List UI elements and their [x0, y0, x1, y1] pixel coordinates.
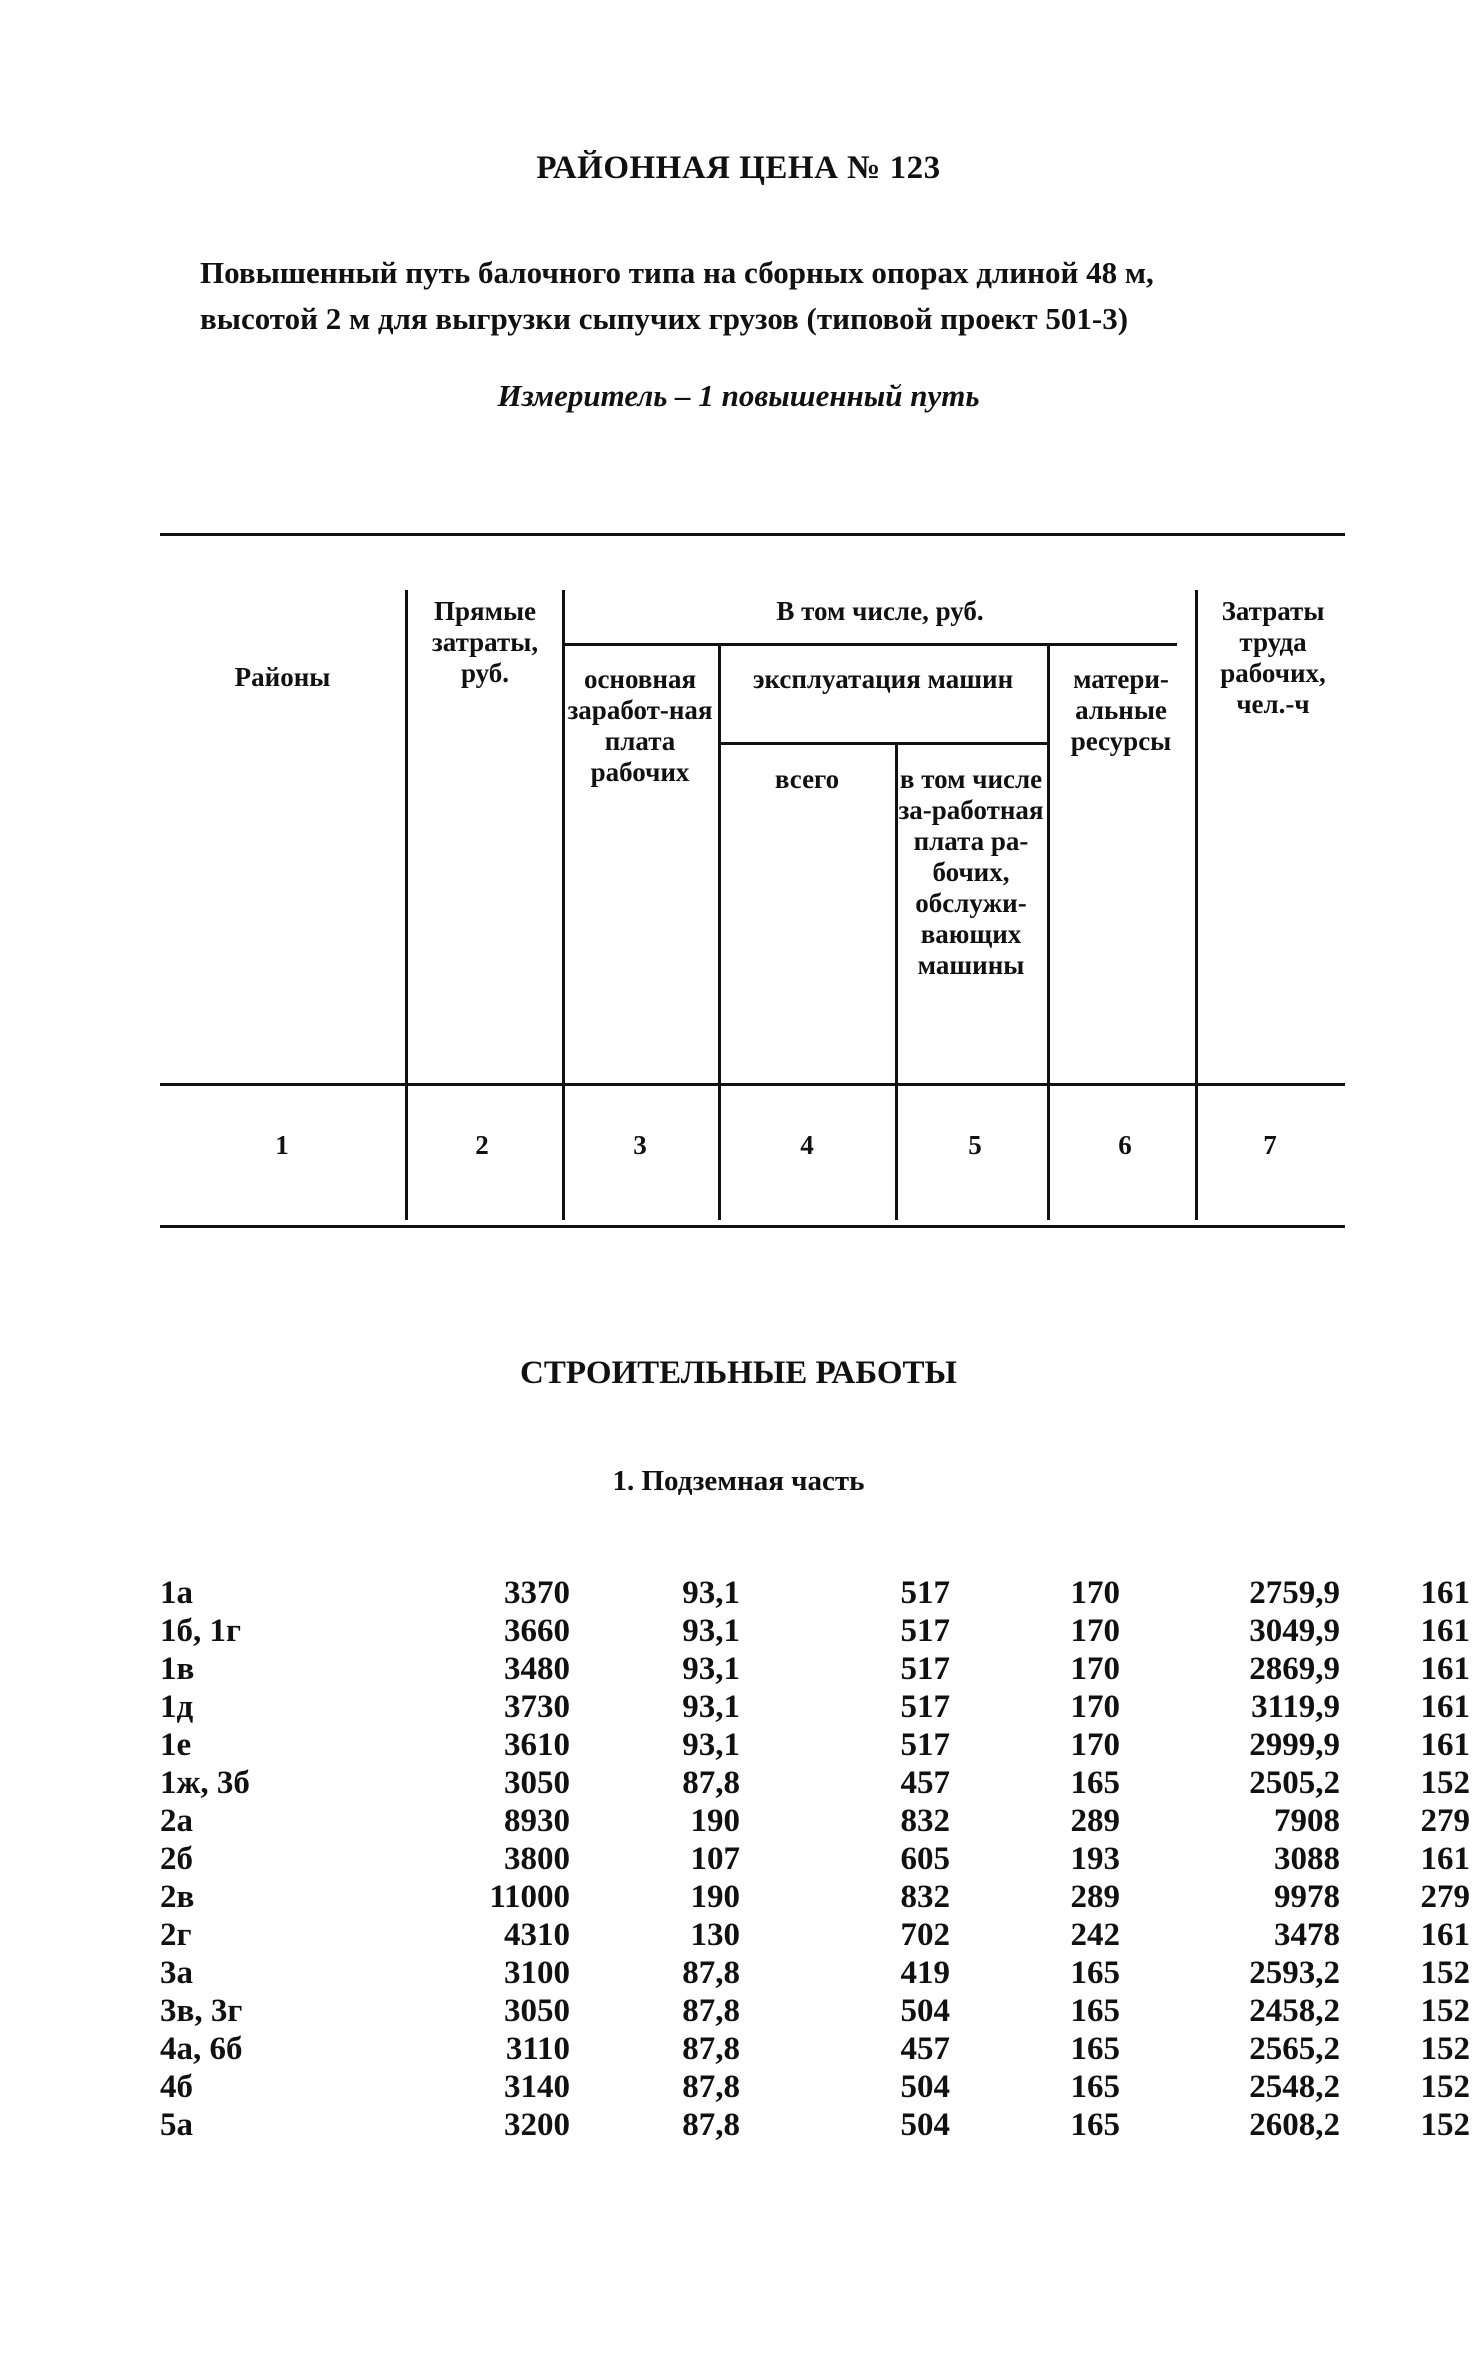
table-cell: 152: [1420, 1993, 1470, 2029]
table-cell: 2б: [160, 1841, 193, 1877]
table-cell: 832: [900, 1879, 950, 1915]
table-cell: 1а: [160, 1575, 193, 1611]
table-cell: 93,1: [682, 1727, 740, 1763]
table-cell: 152: [1420, 2031, 1470, 2067]
table-cell: 161: [1420, 1651, 1470, 1687]
table-cell: 517: [900, 1727, 950, 1763]
header-machine-operation: эксплуатация машин: [752, 664, 1014, 694]
table-cell: 3050: [504, 1765, 570, 1801]
table-cell: 3730: [504, 1689, 570, 1725]
table-row: [160, 2107, 1470, 2145]
table-cell: 1в: [160, 1651, 195, 1687]
table-cell: 1е: [160, 1727, 192, 1763]
table-cell: 504: [900, 2069, 950, 2105]
table-cell: 702: [900, 1917, 950, 1953]
table-cell: 289: [1070, 1803, 1120, 1839]
subtitle: [200, 250, 1300, 342]
table-cell: 152: [1420, 1765, 1470, 1801]
table-cell: 87,8: [682, 1993, 740, 2029]
table-cell: 1ж, 3б: [160, 1765, 250, 1801]
table-cell: 2869,9: [1249, 1651, 1340, 1687]
header-machines-total: всего: [774, 764, 840, 794]
measure-unit: Измеритель – 1 повышенный путь: [497, 378, 980, 413]
table-row: [160, 1917, 1470, 1955]
table-cell: 93,1: [682, 1651, 740, 1687]
table-cell: 165: [1070, 2069, 1120, 2105]
table-cell: 93,1: [682, 1689, 740, 1725]
table-cell: 93,1: [682, 1575, 740, 1611]
table-cell: 152: [1420, 2069, 1470, 2105]
table-cell: 161: [1420, 1841, 1470, 1877]
table-cell: 3110: [505, 2031, 570, 2067]
header-materials: матери-альные ресурсы: [1070, 664, 1172, 756]
table-cell: 165: [1070, 1955, 1120, 1991]
table-cell: 3050: [504, 1993, 570, 2029]
table-cell: 87,8: [682, 1955, 740, 1991]
table-cell: 152: [1420, 1955, 1470, 1991]
table-cell: 161: [1420, 1727, 1470, 1763]
header-base-wages: основная заработ-ная плата рабочих: [567, 664, 713, 787]
table-cell: 165: [1070, 2107, 1120, 2143]
column-number-5: 5: [968, 1130, 982, 1160]
table-cell: 2в: [160, 1879, 195, 1915]
table-cell: 190: [690, 1879, 740, 1915]
table-cell: 3088: [1274, 1841, 1340, 1877]
table-cell: 2458,2: [1249, 1993, 1340, 2029]
table-row: [160, 1841, 1470, 1879]
table-cell: 9978: [1274, 1879, 1340, 1915]
group-rule: [562, 643, 1177, 646]
machines-rule: [720, 742, 1050, 745]
table-cell: 3140: [504, 2069, 570, 2105]
table-cell: 517: [900, 1689, 950, 1725]
table-cell: 93,1: [682, 1613, 740, 1649]
table-cell: 165: [1070, 2031, 1120, 2067]
header-districts: Районы: [234, 662, 331, 692]
table-cell: 3119,9: [1251, 1689, 1340, 1725]
table-row: [160, 1955, 1470, 1993]
column-number-3: 3: [633, 1130, 647, 1160]
table-cell: 1б, 1г: [160, 1613, 241, 1649]
table-cell: 279: [1420, 1879, 1470, 1915]
header-direct-costs: Прямые затраты, руб.: [431, 596, 539, 688]
table-cell: 3370: [504, 1575, 570, 1611]
table-row: [160, 1727, 1470, 1765]
table-cell: 170: [1070, 1575, 1120, 1611]
table-row: [160, 1765, 1470, 1803]
table-cell: 87,8: [682, 2107, 740, 2143]
table-cell: 87,8: [682, 2031, 740, 2067]
subsection-title: 1. Подземная часть: [612, 1465, 865, 1497]
column-number-4: 4: [800, 1130, 814, 1160]
vrule-1: [405, 590, 408, 1220]
table-cell: 2548,2: [1249, 2069, 1340, 2105]
table-row: [160, 1993, 1470, 2031]
table-cell: 242: [1070, 1917, 1120, 1953]
table-cell: 3100: [504, 1955, 570, 1991]
table-cell: 161: [1420, 1689, 1470, 1725]
table-cell: 4310: [504, 1917, 570, 1953]
numbers-bottom-rule: [160, 1225, 1345, 1228]
table-cell: 2999,9: [1249, 1727, 1340, 1763]
table-cell: 3800: [504, 1841, 570, 1877]
table-cell: 2565,2: [1249, 2031, 1340, 2067]
table-cell: 5а: [160, 2107, 193, 2143]
table-cell: 8930: [504, 1803, 570, 1839]
table-cell: 3660: [504, 1613, 570, 1649]
table-cell: 279: [1420, 1803, 1470, 1839]
table-cell: 170: [1070, 1727, 1120, 1763]
table-cell: 3478: [1274, 1917, 1340, 1953]
table-cell: 161: [1420, 1613, 1470, 1649]
table-cell: 161: [1420, 1917, 1470, 1953]
table-row: [160, 2069, 1470, 2107]
table-cell: 605: [900, 1841, 950, 1877]
table-cell: 7908: [1274, 1803, 1340, 1839]
table-cell: 4б: [160, 2069, 193, 2105]
table-cell: 517: [900, 1613, 950, 1649]
table-top-rule: [160, 533, 1345, 536]
table-cell: 832: [900, 1803, 950, 1839]
data-table: [160, 1575, 1470, 2145]
table-cell: 2759,9: [1249, 1575, 1340, 1611]
table-cell: 504: [900, 2107, 950, 2143]
column-number-1: 1: [275, 1130, 289, 1160]
column-number-6: 6: [1118, 1130, 1132, 1160]
page-title: РАЙОННАЯ ЦЕНА № 123: [536, 150, 941, 186]
subtitle-line-2: высотой 2 м для выгрузки сыпучих грузов (типовой проект 501-3): [200, 301, 1129, 336]
table-cell: 1д: [160, 1689, 194, 1725]
table-row: [160, 1803, 1470, 1841]
table-cell: 3480: [504, 1651, 570, 1687]
table-cell: 504: [900, 1993, 950, 2029]
table-cell: 289: [1070, 1879, 1120, 1915]
vrule-3: [718, 643, 721, 1220]
table-cell: 107: [690, 1841, 740, 1877]
table-cell: 3а: [160, 1955, 193, 1991]
section-title: СТРОИТЕЛЬНЫЕ РАБОТЫ: [520, 1355, 957, 1391]
table-cell: 419: [900, 1955, 950, 1991]
table-cell: 165: [1070, 1993, 1120, 2029]
table-row: [160, 1575, 1470, 1613]
table-cell: 2593,2: [1249, 1955, 1340, 1991]
header-including-group: В том числе, руб.: [776, 596, 984, 626]
table-cell: 170: [1070, 1613, 1120, 1649]
table-cell: 457: [900, 2031, 950, 2067]
table-cell: 2г: [160, 1917, 192, 1953]
header-bottom-rule: [160, 1083, 1345, 1086]
table-cell: 2а: [160, 1803, 193, 1839]
table-cell: 3049,9: [1249, 1613, 1340, 1649]
table-row: [160, 1689, 1470, 1727]
table-cell: 3в, 3г: [160, 1993, 243, 2029]
table-cell: 170: [1070, 1689, 1120, 1725]
table-cell: 130: [690, 1917, 740, 1953]
table-cell: 517: [900, 1575, 950, 1611]
table-cell: 4а, 6б: [160, 2031, 243, 2067]
table-cell: 2608,2: [1249, 2107, 1340, 2143]
subtitle-line-1: Повышенный путь балочного типа на сборных опорах длиной 48 м,: [200, 255, 1154, 290]
table-cell: 3200: [504, 2107, 570, 2143]
table-cell: 517: [900, 1651, 950, 1687]
table-row: [160, 1651, 1470, 1689]
table-cell: 2505,2: [1249, 1765, 1340, 1801]
table-cell: 152: [1420, 2107, 1470, 2143]
header-labor-costs: Затраты труда рабочих, чел.-ч: [1220, 596, 1326, 719]
table-row: [160, 1613, 1470, 1651]
table-cell: 11000: [489, 1879, 570, 1915]
table-cell: 3610: [504, 1727, 570, 1763]
table-row: [160, 1879, 1470, 1917]
column-number-7: 7: [1263, 1130, 1277, 1160]
table-cell: 193: [1070, 1841, 1120, 1877]
table-cell: 457: [900, 1765, 950, 1801]
table-cell: 170: [1070, 1651, 1120, 1687]
table-cell: 87,8: [682, 1765, 740, 1801]
table-cell: 165: [1070, 1765, 1120, 1801]
column-number-2: 2: [475, 1130, 489, 1160]
header-machine-wages: в том числе за-работная плата ра-бочих, обслужи-вающих машины: [898, 764, 1044, 980]
table-cell: 190: [690, 1803, 740, 1839]
table-cell: 161: [1420, 1575, 1470, 1611]
table-row: [160, 2031, 1470, 2069]
table-cell: 87,8: [682, 2069, 740, 2105]
